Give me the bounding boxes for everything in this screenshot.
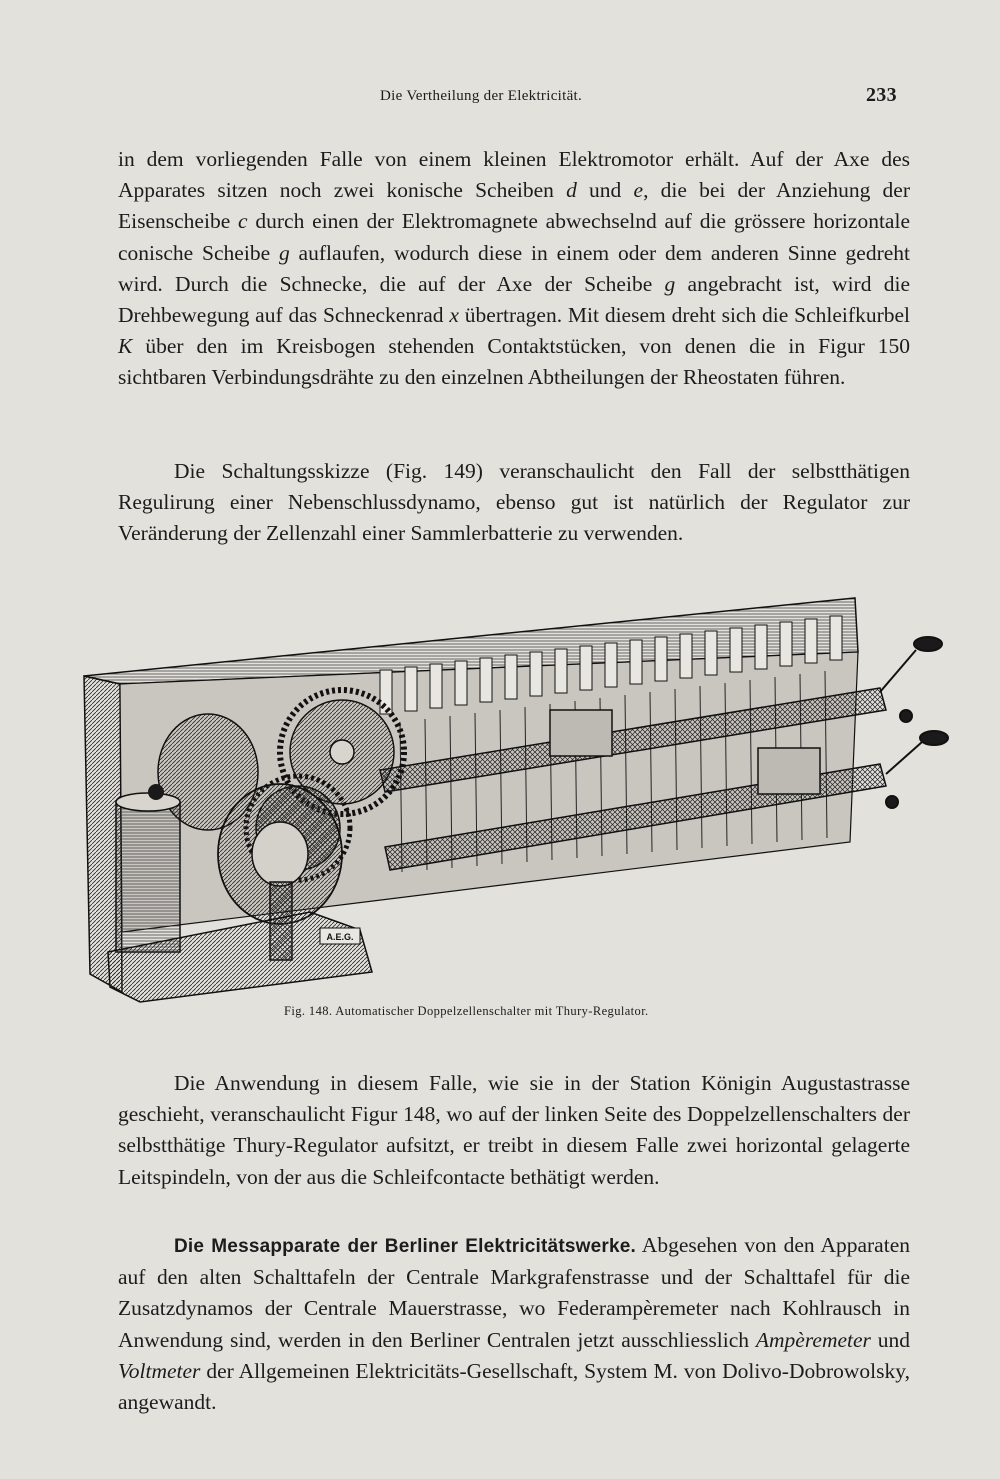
text-run: angebracht ist, wird die Drehbewegung auf das Schneckenrad — [118, 271, 910, 328]
page-number: 233 — [866, 84, 897, 106]
paragraph-schaltungsskizze: Die Schaltungsskizze (Fig. 149) veranschaulicht den Fall der selbstthätigen Regulirung einer Nebenschlussdynamo, ebenso gut ist natürlich der Regulator zur Veränderung der Zellenzahl einer Sammlerbatterie zu verwenden. — [118, 459, 910, 546]
text-run: und — [576, 178, 634, 203]
text-run: übertragen. Mit diesem dreht sich die Schleifkurbel — [458, 303, 910, 328]
figure-doppelzellenschalter — [80, 592, 950, 1012]
italic-symbol: K — [118, 334, 133, 359]
italic-symbol: c — [238, 209, 248, 234]
italic-symbol: e — [633, 178, 644, 203]
italic-symbol: x — [449, 303, 459, 328]
italic-symbol: d — [566, 178, 577, 203]
running-title: Die Vertheilung der Elektricität. — [380, 88, 583, 104]
italic-symbol: g — [664, 271, 676, 296]
text-run: auflaufen, wodurch diese in einem oder dem anderen Sinne gedreht wird. Durch die Schnecke, die auf der Axe der Scheibe — [118, 240, 911, 296]
text-run: über den im Kreisbogen stehenden Contaktstücken, von denen die in Figur 150 sichtbaren Verbindungsdrähte zu den einzelnen Abtheilungen der Rheostaten führen. — [118, 334, 910, 390]
text-run: und — [870, 1327, 911, 1352]
italic-symbol: Ampèremeter — [755, 1327, 871, 1352]
section-lead-in: Die Messapparate der Berliner Elektricitätswerke. — [174, 1236, 636, 1257]
text-run: , die bei der Anziehung der Eisenscheibe — [118, 178, 911, 234]
text-run: durch einen der Elektromagnete abwechselnd auf die grössere horizontale conische Scheibe — [118, 209, 910, 265]
paragraph-continuation — [118, 144, 910, 394]
text-run: der Allgemeinen Elektricitäts-Gesellschaft, System M. von Dolivo-Dobrowolsky, angewandt. — [118, 1358, 910, 1415]
paragraph-messapparate — [118, 1230, 910, 1418]
aeg-plate-label: A.E.G. — [326, 932, 354, 942]
text-run: in dem vorliegenden Falle von einem kleinen Elektromotor erhält. Auf der Axe des Apparates sitzen noch zwei konische Scheiben — [118, 147, 910, 203]
figure-caption: Fig. 148. Automatischer Doppelzellenschalter mit Thury-Regulator. — [284, 1004, 649, 1018]
text-run: Abgesehen von den Apparaten auf den alten Schalttafeln der Centrale Markgrafenstrasse und der Schalttafel für die Zusatzdynamos der Centrale Mauerstrasse, wo Federampèremeter nach Kohlrausch in Anwendung sind, werden in den Berliner Centralen jetzt ausschliesslich — [118, 1233, 910, 1352]
italic-symbol: g — [278, 240, 290, 265]
italic-symbol: Voltmeter — [118, 1358, 201, 1383]
engraving-illustration — [80, 592, 950, 1012]
paragraph-anwendung: Die Anwendung in diesem Falle, wie sie in der Station Königin Augustastrasse geschieht, veranschaulicht Figur 148, wo auf der linken Seite des Doppelzellenschalters der selbstthätige Thury-Regulator aufsitzt, er treibt in diesem Falle zwei horizontal gelagerte Leitspindeln, von der aus die Schleifcontacte bethätigt werden. — [118, 1071, 910, 1189]
